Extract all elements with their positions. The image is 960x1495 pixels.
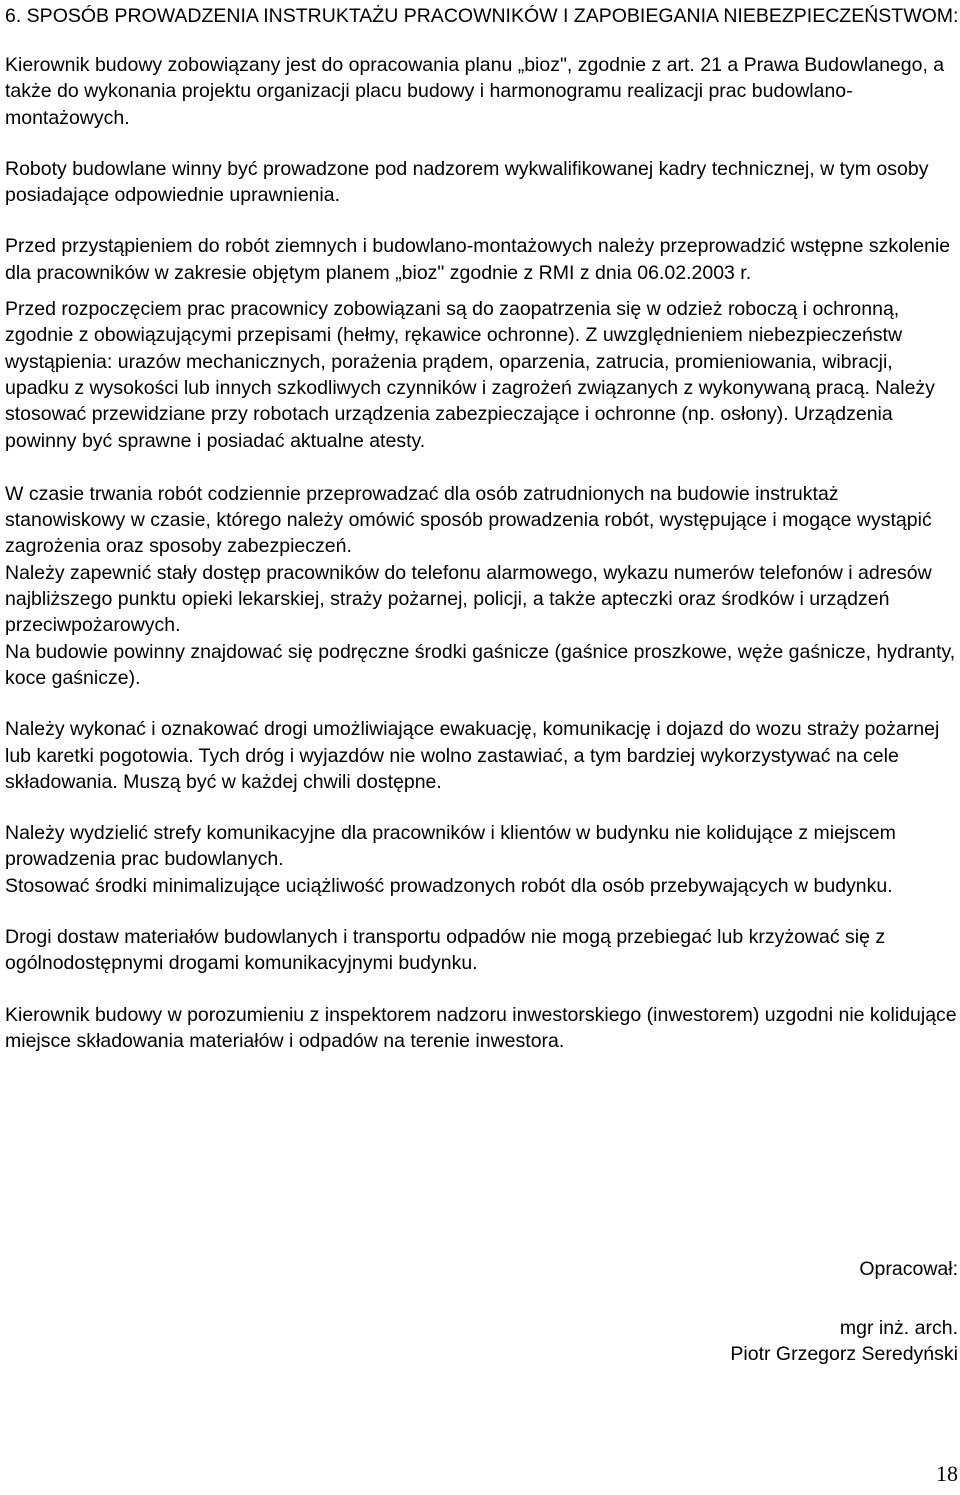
paragraph-storage-location: Kierownik budowy w porozumieniu z inspektorem nadzoru inwestorskiego (inwestorem) uzgodni nie kolidujące miejsce składowania materiałów i odpadów na terenie inwestora. xyxy=(5,1003,957,1052)
paragraph-fire-extinguishers: Na budowie powinny znajdować się podręczne środki gaśnicze (gaśnice proszkowe, węże gaśnicze, hydranty, koce gaśnicze). xyxy=(5,640,956,689)
paragraph-evacuation-routes: Należy wykonać i oznakować drogi umożliwiające ewakuację, komunikację i dojazd do wozu straży pożarnej lub karetki pogotowia. Tych dróg i wyjazdów nie wolno zastawiać, a tym bardziej wykorzystywać na cele składowania. Muszą być w każdej chwili dostępne. xyxy=(5,718,940,793)
paragraph-initial-training: Przed przystąpieniem do robót ziemnych i budowlano-montażowych należy przeprowadzić wstępne szkolenie dla pracowników w zakresie objętym planem „bioz" zgodnie z RMI z dnia 06.02.2003 r. xyxy=(5,235,951,284)
section-heading: 6. SPOSÓB PROWADZENIA INSTRUKTAŻU PRACOWNIKÓW I ZAPOBIEGANIA NIEBEZPIECZEŃSTWOM: xyxy=(5,5,959,27)
document-page xyxy=(5,3,959,1054)
paragraph-daily-instruction: W czasie trwania robót codziennie przeprowadzać dla osób zatrudnionych na budowie instruktaż stanowiskowy w czasie, którego należy omówić sposób prowadzenia robót, występujące i mogące wystąpić zagrożenia oraz sposoby zabezpieczeń. xyxy=(5,482,932,558)
paragraph-delivery-routes: Drogi dostaw materiałów budowlanych i transportu odpadów nie mogą przebiegać lub krzyżować się z ogólnodostępnymi drogami komunikacyjnymi budynku. xyxy=(5,926,886,975)
page-number: 18 xyxy=(936,1461,958,1486)
paragraph-protective-clothing: Przed rozpoczęciem prac pracownicy zobowiązani są do zaopatrzenia się w odzież roboczą i ochronną, zgodnie z obowiązującymi przepisami (hełmy, rękawice ochronne). Z uwzględnieniem niebezpieczeństw wystąpienia: urazów mechanicznych, porażenia prądem, oparzenia, zatrucia, promieniowania, wibracji, upadku z wysokości lub innych szkodliwych czynników i zagrożeń związanych z wykonywaną pracą. Należy stosować przewidziane przy robotach urządzenia zabezpieczające i ochronne (np. osłony). Urządzenia powinny być sprawne i posiadać aktualne atesty. xyxy=(5,298,935,452)
paragraph-plan-bioz: Kierownik budowy zobowiązany jest do opracowania planu „bioz", zgodnie z art. 21 a Prawa Budowlanego, a także do wykonania projektu organizacji placu budowy i harmonogramu realizacji prac budowlano-montażowych. xyxy=(5,54,945,129)
paragraph-emergency-phone: Należy zapewnić stały dostęp pracowników do telefonu alarmowego, wykazu numerów telefonów i adresów najbliższego punktu opieki lekarskiej, straży pożarnej, policji, a także apteczki oraz środków i urządzeń przeciwpożarowych. xyxy=(5,561,932,637)
author-title: mgr inż. arch. xyxy=(839,1317,958,1339)
paragraph-supervision: Roboty budowlane winny być prowadzone pod nadzorem wykwalifikowanej kadry technicznej, w tym osoby posiadające odpowiednie uprawnienia. xyxy=(5,157,929,207)
paragraph-nuisance-minimization: Stosować środki minimalizujące uciążliwość prowadzonych robót dla osób przebywających w budynku. xyxy=(5,874,893,897)
paragraph-communication-zones: Należy wydzielić strefy komunikacyjne dla pracowników i klientów w budynku nie kolidujące z miejscem prowadzenia prac budowlanych. xyxy=(5,822,896,871)
author-name: Piotr Grzegorz Seredyński xyxy=(730,1343,958,1365)
prepared-by-label: Opracował: xyxy=(859,1258,958,1280)
